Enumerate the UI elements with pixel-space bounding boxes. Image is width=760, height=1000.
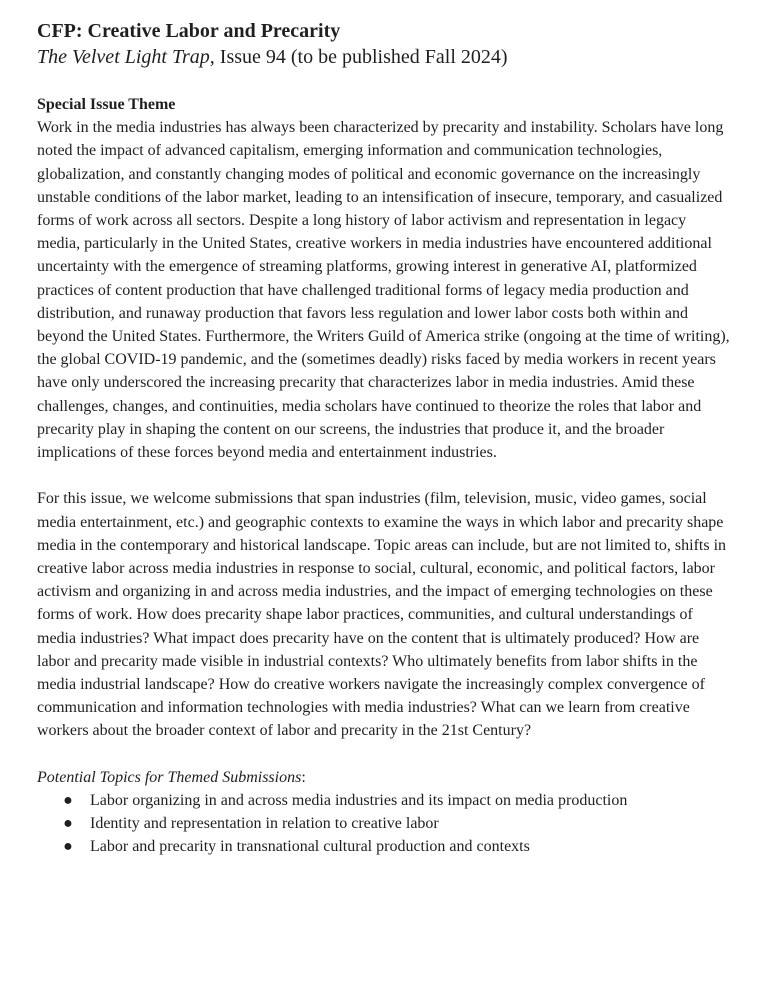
topics-heading-text: Potential Topics for Themed Submissions xyxy=(37,768,302,786)
list-item-text: Labor organizing in and across media industries and its impact on media production xyxy=(90,792,628,810)
theme-paragraph-2: For this issue, we welcome submissions that span industries (film, television, music, video games, social media entertainment, etc.) and geographic contexts to examine the ways in which labor and precarity shape media in the contemporary and historical landscape. Topic areas can include, but are not limited to, shifts in creative labor across media industries in response to social, cultural, economic, and political factors, labor activism and organizing in and across media industries, and the impact of emerging technologies on these forms of work. How does precarity shape labor practices, communities, and cultural understandings of media industries? What impact does precarity have on the content that is ultimately produced? How are labor and precarity made visible in industrial contexts? Who ultimately benefits from labor shifts in the media industrial landscape? How do creative workers navigate the increasingly complex convergence of communication and information technologies with media industries? What can we learn from creative workers about the broader context of labor and precarity in the 21st Century? xyxy=(37,490,727,740)
document-subtitle xyxy=(37,44,730,70)
section-heading-theme: Special Issue Theme xyxy=(37,96,176,113)
journal-name: The Velvet Light Trap xyxy=(37,46,210,68)
bullet-icon: ● xyxy=(63,838,73,856)
theme-paragraph-1: Work in the media industries has always been characterized by precarity and instability. Scholars have long noted the impact of advanced capitalism, emerging information and communication technologies, globalization, and constantly changing modes of political and economic governance on the increasingly unstable conditions of the labor market, leading to an intensification of insecure, temporary, and casualized forms of work across all sectors. Despite a long history of labor activism and representation in legacy media, particularly in the United States, creative workers in media industries have encountered additional uncertainty with the emergence of streaming platforms, growing interest in generative AI, platformized practices of content production that have challenged traditional forms of legacy media production and distribution, and runaway production that favors less regulation and lower labor costs both within and beyond the United States. Furthermore, the Writers Guild of America strike (ongoing at the time of writing), the global COVID-19 pandemic, and the (sometimes deadly) risks faced by media workers in recent years have only underscored the increasing precarity that characterizes labor in media industries. Amid these challenges, changes, and continuities, media scholars have continued to theorize the roles that labor and precarity play in shaping the content on our screens, the industries that produce it, and the broader implications of these forces beyond media and entertainment industries. xyxy=(37,119,730,462)
topics-heading xyxy=(37,766,730,789)
list-item xyxy=(37,812,730,835)
list-item-text: Labor and precarity in transnational cultural production and contexts xyxy=(90,838,530,856)
list-item xyxy=(37,835,730,858)
list-item xyxy=(37,789,730,812)
topics-heading-colon: : xyxy=(301,768,306,786)
paragraph-spacer xyxy=(37,743,730,766)
bullet-icon: ● xyxy=(63,815,73,833)
document-title: CFP: Creative Labor and Precarity xyxy=(37,20,341,42)
list-item-text: Identity and representation in relation to creative labor xyxy=(90,815,439,833)
issue-info: , Issue 94 (to be published Fall 2024) xyxy=(209,46,508,68)
bullet-icon: ● xyxy=(63,792,73,810)
paragraph-spacer xyxy=(37,464,730,487)
topics-list xyxy=(37,789,730,859)
